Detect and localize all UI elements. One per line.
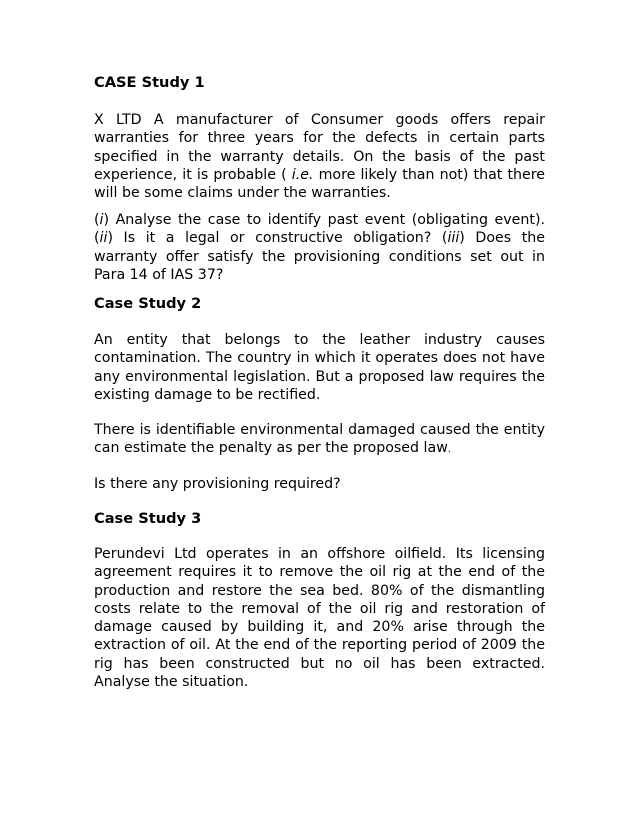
case-study-3-paragraph: Perundevi Ltd operates in an offshore oilfield. Its licensing agreement requires it to remove the oil rig at the end of the production and restore the sea bed. 80% of the dismantling costs relate to the removal of the oil rig and restoration of damage caused by building it, and 20% arise through the extraction of oil. At the end of the reporting period of 2009 the rig has been constructed but no oil has been extracted. Analyse the situation. [94, 546, 545, 691]
question-2-text: ) Is it a legal or constructive obligation? ( [107, 230, 448, 247]
question-1-number: i [99, 212, 104, 228]
ie-abbreviation: i.e. [291, 166, 314, 183]
question-2-number: ii [99, 230, 108, 247]
question-3-text: ) Does the warranty offer satisfy the provisioning conditions set out in Para 14 of IAS 37? [94, 230, 545, 283]
case-study-1-text-end: more likely than not) that there will be some claims under the warranties. [94, 166, 545, 202]
case-study-3-heading: Case Study 3 [94, 510, 202, 527]
case-study-2-question: Is there any provisioning required? [94, 476, 341, 492]
case-study-2-paragraph-2-text: There is identifiable environmental damaged caused the entity can estimate the penalty as per the proposed law [94, 422, 545, 457]
case-study-2-heading: Case Study 2 [94, 295, 202, 312]
question-3-number: iii [447, 230, 460, 247]
question-1-open: ( [94, 212, 100, 228]
case-study-2-paragraph-1: An entity that belongs to the leather industry causes contamination. The country in which it operates does not have any environmental legislation. But a proposed law requires the existing damage to be rectified. [94, 332, 545, 403]
case-study-1-heading: CASE Study 1 [94, 74, 205, 91]
case-study-1-questions [94, 211, 545, 284]
question-1-text: ) Analyse the case to identify past event (obligating event). ( [94, 212, 545, 247]
case-study-2-paragraph-2 [94, 421, 545, 460]
case-study-1-text: X LTD A manufacturer of Consumer goods offers repair warranties for three years for the defects in certain parts specified in the warranty details. On the basis of the past experience, it is probable ( [94, 112, 545, 183]
case-study-1-description [94, 111, 545, 202]
case-study-2-paragraph-2-period: . [447, 444, 451, 456]
